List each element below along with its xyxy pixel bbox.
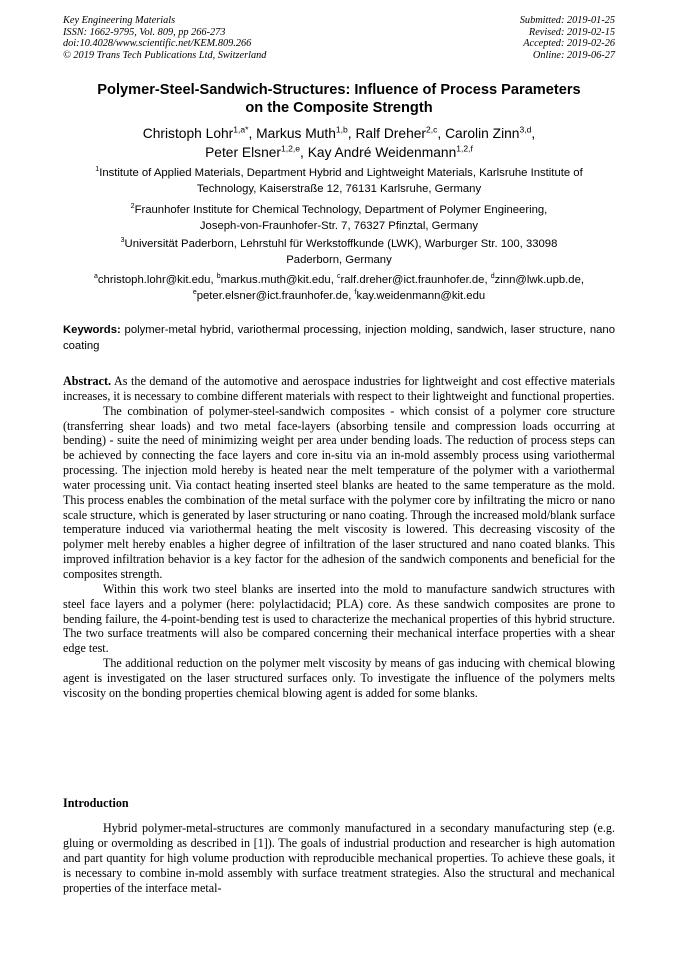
abstract-text: As the demand of the automotive and aerospace industries for lightweight and cost effective materials increases, it is necessary to combine different materials with respect to their lightweight and functional properties.	[63, 374, 615, 403]
abstract-section	[63, 374, 615, 701]
introduction-heading: Introduction	[63, 796, 129, 810]
author-separator: ,	[248, 126, 257, 141]
author-separator: ,	[531, 126, 536, 141]
author-separator: ,	[300, 144, 308, 160]
email-mark: f	[354, 288, 357, 296]
author-name: Carolin Zinn	[445, 126, 520, 141]
author-line-2	[63, 144, 615, 163]
email-line-1	[63, 273, 615, 289]
affiliation-1	[63, 166, 615, 197]
doi-line: doi:10.4028/www.scientific.net/KEM.809.266	[63, 38, 252, 50]
author-affiliation-mark: 3,d	[519, 124, 532, 135]
author-name: Markus Muth	[256, 126, 336, 141]
affiliation-text: Universität Paderborn, Lehrstuhl für Werkstoffkunde (LWK), Warburger Str. 100, 33098	[124, 238, 558, 250]
email-separator: ,	[330, 274, 337, 286]
title-line-2: on the Composite Strength	[245, 99, 433, 116]
email-address: christoph.lohr@kit.edu	[97, 274, 211, 286]
author-affiliation-mark: 1,b	[335, 124, 348, 135]
affiliation-text: Fraunhofer Institute for Chemical Technology, Department of Polymer Engineering,	[134, 204, 548, 216]
affiliation-number: 1	[95, 166, 100, 174]
email-separator: ,	[484, 274, 491, 286]
email-mark: c	[336, 273, 341, 281]
author-name: Peter Elsner	[205, 144, 282, 160]
author-name: Ralf Dreher	[355, 126, 427, 141]
introduction-section	[63, 821, 615, 896]
email-address: peter.elsner@ict.fraunhofer.de	[196, 289, 349, 302]
keywords-block	[63, 323, 615, 354]
email-address: ralf.dreher@ict.fraunhofer.de	[340, 274, 485, 286]
title-line-1: Polymer-Steel-Sandwich-Structures: Influence of Process Parameters	[97, 82, 581, 98]
author-name: Kay André Weidenmann	[307, 144, 457, 160]
copyright-line: © 2019 Trans Tech Publications Ltd, Switzerland	[63, 49, 267, 61]
email-mark: b	[216, 273, 221, 281]
author-name: Christoph Lohr	[142, 126, 234, 141]
author-separator: ,	[347, 126, 356, 141]
author-affiliation-mark: 1,2,e	[281, 143, 301, 153]
email-line-2	[63, 289, 615, 305]
journal-metadata	[63, 15, 266, 61]
email-address: markus.muth@kit.edu	[220, 274, 331, 286]
affiliation-2	[63, 203, 615, 234]
email-address: zinn@lwk.upb.de,	[494, 274, 584, 286]
email-address: kay.weidenmann@kit.edu	[356, 289, 486, 302]
paper-title	[63, 82, 615, 117]
email-separator: ,	[210, 274, 217, 286]
email-separator: ,	[348, 289, 355, 302]
abstract-label: Abstract.	[63, 374, 112, 388]
introduction-paragraph-1: Hybrid polymer-metal-structures are commonly manufactured in a secondary manufacturing step (e.g. gluing or overmolding as described in [1]). The goals of industrial production and researcher is high automation and part quantity for high volume production with reproducible mechanical properties. To achieve these goals, it is necessary to combine in-mold assembly with surface treatment strategies. Also the structural and mechanical properties of the interface metal-	[63, 821, 615, 895]
affiliation-number: 2	[130, 203, 135, 211]
author-affiliation-mark: 1,a*	[233, 124, 249, 135]
issn-line: ISSN: 1662-9795, Vol. 809, pp 266-273	[63, 26, 226, 38]
revised-date: Revised: 2019-02-15	[528, 26, 615, 38]
accepted-date: Accepted: 2019-02-26	[523, 38, 615, 50]
abstract-paragraph-2: The combination of polymer-steel-sandwich composites - which consist of a polymer core structure (transferring shear loads) and two metal face-layers (absorbing tensile and compression loads occurring at bending) - suite the need of minimizing weight per area under bending loads. The reduction of process steps can be achieved by connecting the face layers and core in-situ via an in-mold assembly process using variothermal processing. The injection mold hereby is heated near the melt temperature of the polymer with a variothermal water processing unit. Via contact heating inserted steel blanks are heated to the same temperature as the mold. This process enables the combination of the metal surface with the polymer core by infiltrating the micro or nano scale structure, which is generated by laser structuring or nano coating. Through the increased mold/blank surface temperature induced via variothermal heating the melt viscosity is lowered. This decreasing viscosity of the polymer melt hereby enables a higher degree of infiltration of the laser structured and nano coated blanks. This improved infiltration behavior is a key factor for the adhesion of the sandwich components and beneficial for the composites strength.	[63, 403, 615, 581]
online-date: Online: 2019-06-27	[532, 49, 615, 61]
affiliation-text: Paderborn, Germany	[286, 253, 392, 266]
author-affiliation-mark: 2,c	[426, 124, 438, 135]
email-mark: a	[93, 273, 98, 281]
author-line-1	[63, 125, 615, 144]
abstract-paragraph-3: Within this work two steel blanks are inserted into the mold to manufacture sandwich structures with steel face layers and a polymer (here: polylactidacid; PLA) core. As these sandwich composites are prone to bending failure, the 4-point-bending test is used to characterize the mechanical properties of this hybrid structure. The two surface treatments will also be compared concerning their mechanical interface properties with a shear edge test.	[63, 581, 615, 656]
author-separator: ,	[437, 126, 446, 141]
submitted-date: Submitted: 2019-01-25	[519, 15, 615, 26]
affiliation-3	[63, 237, 615, 268]
publication-dates	[520, 15, 615, 61]
author-affiliation-mark: 1,2,f	[456, 143, 473, 153]
affiliation-text: Technology, Kaiserstraße 12, 76131 Karlsruhe, Germany	[196, 182, 482, 195]
affiliation-number: 3	[120, 237, 125, 245]
email-mark: e	[192, 288, 197, 296]
keywords-label: Keywords:	[63, 324, 121, 336]
journal-name: Key Engineering Materials	[63, 15, 176, 26]
abstract-paragraph-4: The additional reduction on the polymer melt viscosity by means of gas inducing with chemical blowing agent is investigated on the laser structured surfaces only. To investigate the influence of the polymers melts viscosity on the bonding properties chemical blowing agent is added for some blanks.	[63, 656, 615, 700]
affiliation-text: Institute of Applied Materials, Department Hybrid and Lightweight Materials, Karlsruhe Institute of	[99, 167, 583, 179]
email-mark: d	[490, 273, 495, 281]
abstract-paragraph-1	[63, 374, 615, 404]
email-list	[63, 273, 615, 304]
keywords-text: polymer-metal hybrid, variothermal processing, injection molding, sandwich, laser structure, nano coating	[63, 324, 615, 352]
affiliation-text: Joseph-von-Fraunhofer-Str. 7, 76327 Pfinztal, Germany	[199, 219, 479, 232]
author-list	[63, 125, 615, 162]
